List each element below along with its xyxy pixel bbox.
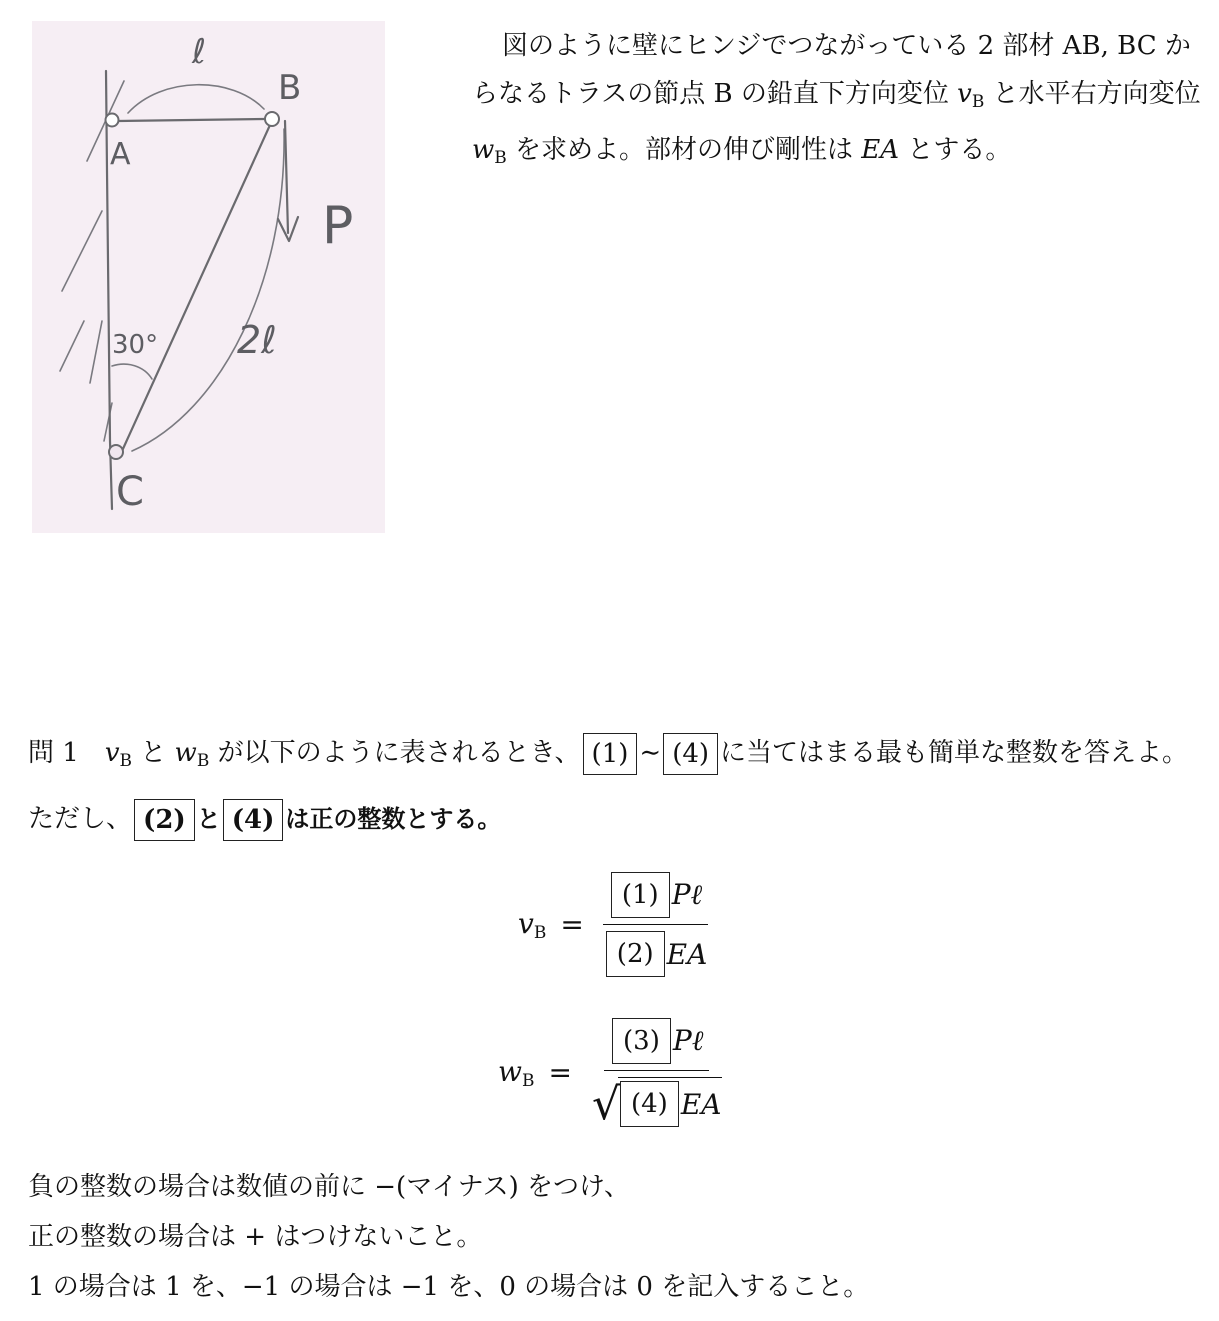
hinge-C [109,445,123,459]
label-B: B [278,68,302,108]
note-line-2: 正の整数の場合は + はつけないこと。 [28,1222,483,1252]
truss-sketch [32,21,385,533]
note-line-1: 負の整数の場合は数値の前に −(マイナス) をつけ、 [28,1172,631,1202]
q-var-wB: $w_B$ [174,738,210,771]
hinge-B [265,112,279,126]
answer-box-2[interactable]: (2) [606,931,665,977]
label-ell: ℓ [192,32,207,72]
blank-box-4-bold: (4) [223,799,284,841]
fraction-wB: (3) Pℓ √ (4) EA [586,1018,728,1127]
eq-v-lhs: $v_B$ [518,906,547,943]
q-var-vB: $v_B$ [104,738,133,771]
span-arc-ell [128,85,264,113]
var-EA: EA [861,135,900,165]
note-line-3: 1 の場合は 1 を、−1 の場合は −1 を、0 の場合は 0 を記入すること。 [28,1272,870,1302]
label-P: P [322,196,354,256]
label-A: A [110,137,131,172]
member-AB [118,119,264,121]
wall-hatch-3 [60,321,84,371]
label-2ell: 2ℓ [237,318,277,362]
problem-statement: 図のように壁にヒンジでつながっている 2 部材 AB, BC からなるトラスの節点 B の鉛直下方向変位 $v_B$ と水平右方向変位 $w_B$ を求めよ。部材の伸び剛性は EA とする。 [472,31,1201,168]
blank-box-2-bold: (2) [134,799,195,841]
answer-box-4[interactable]: (4) [620,1081,679,1127]
eq-w-lhs: $w_B$ [498,1054,535,1091]
angle-arc [112,364,152,379]
hinge-A [106,114,119,127]
wall-hatch-2 [62,211,102,291]
equation-wB: $w_B$ = (3) Pℓ √ (4) EA [498,1018,728,1127]
sqrt-denominator: √ (4) EA [591,1079,722,1130]
question-1: 問 1 $v_B$ と $w_B$ が以下のように表されるとき、 (1) ∼ (4) に当てはまる最も簡単な整数を答えよ。ただし、 (2) と (4) は正の整数とする。 [28,724,1208,848]
blank-box-1: (1) [583,733,638,775]
sqrt-icon: √ [591,1079,620,1130]
fraction-vB: (1) Pℓ (2) EA [598,872,714,977]
span-arc-2ell [132,129,284,451]
truss-figure [32,21,385,533]
var-wB: $w_B$ [472,135,507,168]
label-angle: 30° [112,330,159,360]
wall-hatch-4 [90,321,102,383]
answer-box-3[interactable]: (3) [612,1018,671,1064]
label-C: C [116,469,144,515]
answer-box-1[interactable]: (1) [611,872,670,918]
blank-box-4: (4) [663,733,718,775]
var-vB: $v_B$ [957,79,985,112]
load-arrow [278,121,298,241]
equation-vB: $v_B$ = (1) Pℓ (2) EA [518,872,713,977]
answer-notes [28,1162,1208,1312]
